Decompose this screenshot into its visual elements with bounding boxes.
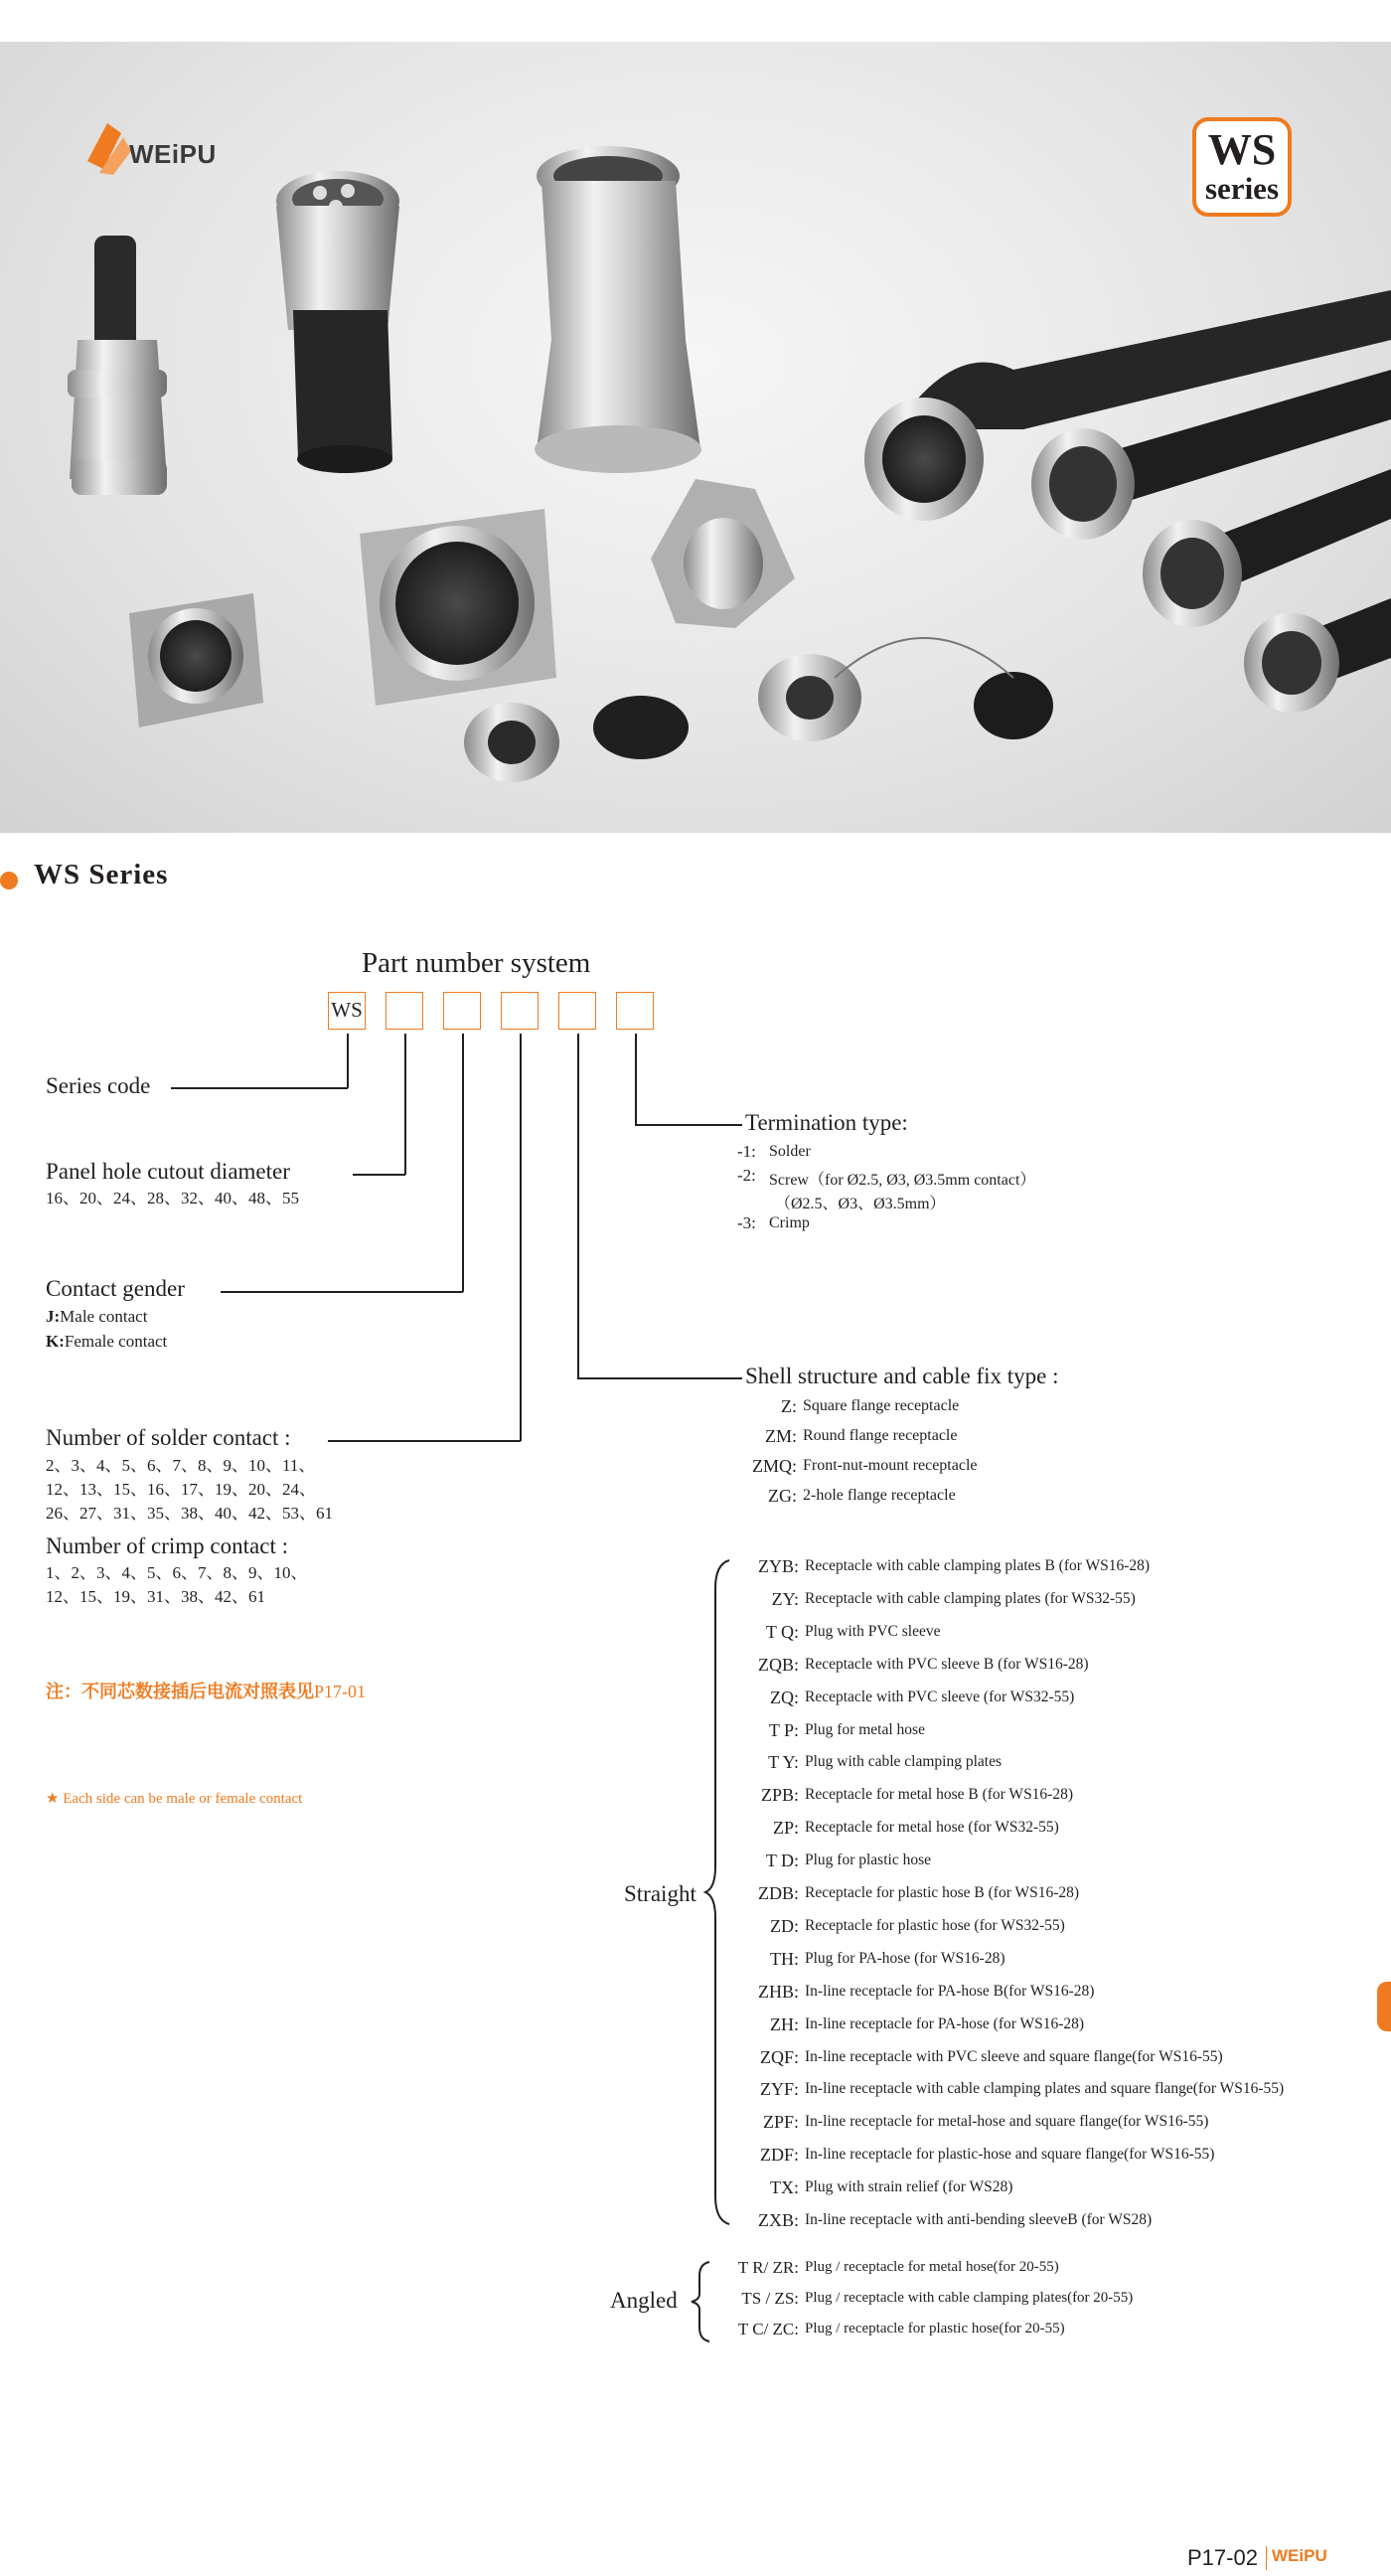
shell-title: Shell structure and cable fix type :: [745, 1364, 1059, 1388]
footer-divider: [1266, 2546, 1267, 2570]
section-title: WS Series: [34, 859, 169, 890]
straight-item-description: In-line receptacle with anti-bending sleeveB (for WS28): [805, 2211, 1153, 2228]
shell-item-description: 2-hole flange receptacle: [803, 1487, 956, 1504]
star-note: ★ Each side can be male or female contact: [46, 1791, 303, 1807]
contact-gender-label: Contact gender: [46, 1276, 185, 1301]
angled-brace-icon: [690, 2260, 713, 2343]
part-box-contacts: [501, 992, 539, 1030]
straight-item-description: Receptacle for plastic hose (for WS32-55): [805, 1916, 1065, 1934]
line-contacts: [520, 1034, 522, 1441]
straight-item-code: T Q:: [765, 1621, 799, 1642]
termination-item-code: -3:: [737, 1213, 756, 1232]
termination-title: Termination type:: [745, 1110, 908, 1135]
brand-logo-text: WEiPU: [129, 139, 217, 169]
hero-product-photo: [0, 42, 1391, 833]
line-shell: [577, 1034, 579, 1378]
straight-item-description: Receptacle with cable clamping plates (for WS32-55): [805, 1589, 1136, 1607]
part-box-shell: [558, 992, 596, 1030]
square-flange-receptacle-image: [360, 509, 556, 706]
angled-label: Angled: [610, 2288, 678, 2313]
straight-item-description: In-line receptacle with PVC sleeve and square flange(for WS16-55): [805, 2047, 1223, 2065]
straight-item-code: T D:: [765, 1851, 799, 1871]
straight-item-code: ZHB:: [757, 1981, 799, 2002]
shell-item-description: Square flange receptacle: [803, 1397, 960, 1414]
straight-item-code: TH:: [770, 1948, 799, 1969]
straight-item-code: ZQF:: [759, 2046, 799, 2067]
termination-item-description: Crimp: [769, 1214, 810, 1231]
line-diameter-h: [353, 1174, 405, 1176]
straight-item-description: Receptacle with PVC sleeve B (for WS16-28): [805, 1655, 1089, 1673]
straight-item-code: ZY:: [771, 1588, 799, 1609]
straight-item-description: In-line receptacle for metal-hose and square flange(for WS16-55): [805, 2113, 1209, 2131]
straight-item-code: ZPB:: [760, 1785, 799, 1806]
straight-item-description: Receptacle for plastic hose B (for WS16-28): [805, 1884, 1080, 1901]
angled-item-code: TS / ZS:: [741, 2289, 799, 2308]
part-box-diameter: [386, 992, 423, 1030]
badge-ws: WS: [1207, 125, 1277, 174]
straight-item-code: ZDF:: [759, 2145, 799, 2166]
termination-item-description: （Ø2.5、Ø3、Ø3.5mm）: [775, 1196, 946, 1212]
part-box-ws: WS: [328, 992, 366, 1030]
part-box-termination: [616, 992, 654, 1030]
line-termination-h: [635, 1124, 742, 1126]
straight-label: Straight: [624, 1881, 696, 1906]
solder-contact-label: Number of solder contact :: [46, 1425, 291, 1450]
straight-item-code: ZYF:: [759, 2079, 799, 2100]
series-code-label: Series code: [46, 1073, 151, 1098]
straight-item-description: Receptacle for metal hose (for WS32-55): [805, 1819, 1059, 1837]
termination-item-description: Screw（for Ø2.5, Ø3, Ø3.5mm contact）: [769, 1172, 1036, 1189]
angled-item-code: T R/ ZR:: [737, 2258, 799, 2277]
straight-item-code: TX:: [770, 2177, 799, 2198]
straight-item-description: In-line receptacle with cable clamping plates and square flange(for WS16-55): [805, 2080, 1285, 2098]
plug-black-hose-image: [68, 236, 167, 495]
crimp-values-1: 1、2、3、4、5、6、7、8、9、10、: [46, 1563, 308, 1582]
straight-item-description: Plug with cable clamping plates: [805, 1753, 1003, 1771]
termination-item-code: -1:: [737, 1142, 756, 1161]
shell-item-code: ZM:: [764, 1426, 797, 1446]
straight-item-description: Plug for plastic hose: [805, 1852, 931, 1869]
shell-item-code: Z:: [781, 1396, 797, 1416]
line-shell-h: [577, 1377, 742, 1379]
straight-item-description: Receptacle for metal hose B (for WS16-28): [805, 1786, 1074, 1804]
shell-item-description: Round flange receptacle: [803, 1427, 958, 1444]
shell-item-description: Front-nut-mount receptacle: [803, 1457, 978, 1474]
shell-item-code: ZG:: [768, 1486, 797, 1506]
straight-item-code: ZPF:: [762, 2112, 799, 2133]
small-receptacle-image: [129, 593, 263, 727]
current-table-note: 注：不同芯数接插后电流对照表见P17-01: [46, 1682, 367, 1702]
termination-item-description: Solder: [769, 1143, 811, 1160]
solder-values-2: 12、13、15、16、17、19、20、24、: [46, 1480, 316, 1499]
straight-item-code: ZDB:: [757, 1883, 799, 1903]
panel-hole-label: Panel hole cutout diameter: [46, 1159, 290, 1184]
straight-item-description: Plug with PVC sleeve: [805, 1622, 941, 1640]
weipu-logo-icon: [87, 123, 131, 175]
straight-item-description: Plug with strain relief (for WS28): [805, 2178, 1013, 2196]
plug-socket-head-image: [276, 171, 399, 473]
line-contacts-h: [328, 1440, 521, 1442]
straight-item-code: ZYB:: [757, 1556, 799, 1576]
straight-item-code: ZQ:: [770, 1687, 799, 1707]
crimp-values-2: 12、15、19、31、38、42、61: [46, 1587, 265, 1606]
angled-item-description: Plug / receptacle for plastic hose(for 20-55): [805, 2321, 1065, 2336]
straight-item-code: ZH:: [770, 2013, 799, 2034]
angled-item-description: Plug / receptacle for metal hose(for 20-55): [805, 2259, 1059, 2275]
solder-values-1: 2、3、4、5、6、7、8、9、10、11、: [46, 1456, 316, 1475]
side-tab-marker: [1377, 1982, 1391, 2031]
gender-male: J:Male contact: [46, 1307, 148, 1326]
crimp-contact-label: Number of crimp contact :: [46, 1533, 288, 1558]
line-series-h: [171, 1087, 348, 1089]
straight-item-description: In-line receptacle for plastic-hose and square flange(for WS16-55): [805, 2146, 1215, 2164]
footer-logo: WEiPU: [1272, 2546, 1327, 2565]
angled-item-code: T C/ ZC:: [737, 2320, 799, 2338]
part-number-title: Part number system: [362, 947, 591, 979]
straight-item-code: T Y:: [768, 1752, 799, 1773]
line-gender: [462, 1034, 464, 1292]
straight-item-code: ZXB:: [757, 2210, 799, 2230]
tall-receptacle-image: [535, 146, 701, 473]
line-termination: [635, 1034, 637, 1125]
page-number: P17-02: [1187, 2545, 1258, 2570]
straight-item-description: Receptacle with PVC sleeve (for WS32-55): [805, 1688, 1075, 1705]
straight-item-description: Plug for metal hose: [805, 1720, 925, 1738]
solder-values-3: 26、27、31、35、38、40、42、53、61: [46, 1504, 333, 1523]
angled-item-description: Plug / receptacle with cable clamping plates(for 20-55): [805, 2290, 1134, 2306]
termination-item-code: -2:: [737, 1166, 756, 1185]
cable-assemblies-image: [864, 290, 1391, 713]
straight-item-description: In-line receptacle for PA-hose B(for WS16-28): [805, 1982, 1095, 2000]
straight-item-description: Receptacle with cable clamping plates B (for WS16-28): [805, 1557, 1151, 1574]
line-series: [347, 1034, 349, 1088]
straight-item-code: ZQB:: [757, 1654, 799, 1675]
line-diameter: [404, 1034, 406, 1175]
straight-item-code: ZD:: [770, 1915, 799, 1936]
line-gender-h: [221, 1291, 463, 1293]
shell-item-code: ZMQ:: [752, 1456, 797, 1476]
straight-item-description: Plug for PA-hose (for WS16-28): [805, 1949, 1005, 1967]
panel-hole-values: 16、20、24、28、32、40、48、55: [46, 1189, 299, 1208]
gender-female: K:Female contact: [46, 1332, 168, 1351]
ws-series-badge: [1192, 117, 1292, 217]
straight-item-code: ZP:: [772, 1818, 799, 1839]
straight-item-code: T P:: [768, 1719, 799, 1740]
part-box-gender: [443, 992, 481, 1030]
section-bullet-icon: [0, 872, 18, 889]
badge-series: series: [1204, 171, 1280, 206]
two-hole-flange-image: [651, 479, 795, 628]
straight-item-description: In-line receptacle for PA-hose (for WS16-28): [805, 2014, 1085, 2032]
